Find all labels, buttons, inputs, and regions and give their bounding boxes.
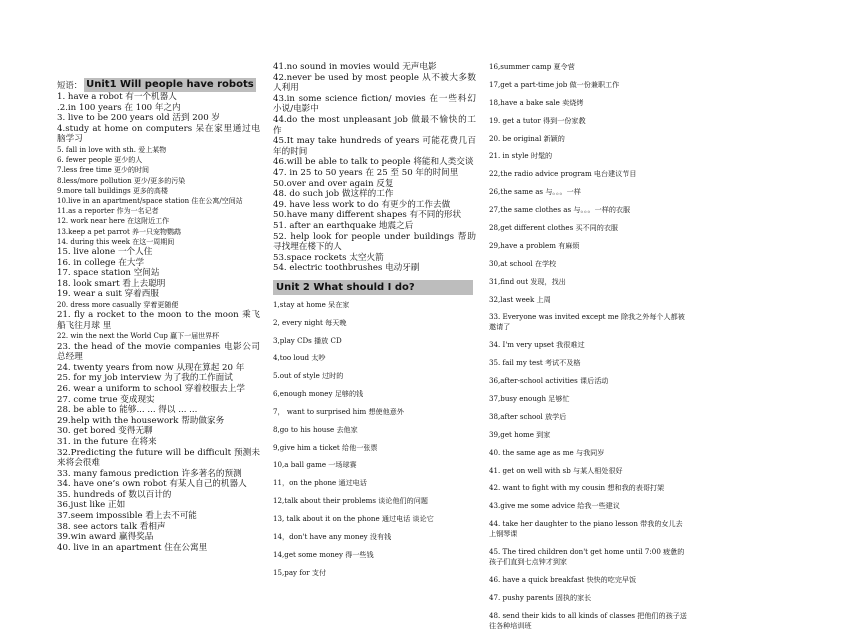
phrase-item: 6. fewer people 更少的人 [57,156,143,165]
phrase-item: 29,have a problem 有麻烦 [489,240,580,250]
phrase-item: 20. be original 新颖的 [489,133,565,143]
phrase-item: 41.no sound in movies would 无声电影 [273,62,437,72]
phrase-item: 23. the head of the movie companies 电影公司总经理 [57,341,260,363]
column-unit1-part2-unit2 [273,62,476,585]
phrase-item: 28. be able to 能够... ... 得以 ... ... [57,405,198,416]
phrase-item: 48. do such job 做这样的工作 [273,189,394,200]
phrase-item: 9.more tall buildings 更多的高楼 [57,186,168,195]
phrase-item: 20. dress more casually 穿着更随便 [57,300,179,309]
phrases-prefix: 短语： [57,80,83,90]
phrase-item: 15,pay for 支付 [273,567,327,577]
phrase-item: 34. have one’s own robot 有某人自己的机器人 [57,479,247,490]
phrase-item: 44.do the most unpleasant job 做最不愉快的工作 [273,114,476,136]
column-unit1-part1 [57,78,260,553]
phrase-item: 30. get bored 变得无聊 [57,426,153,437]
phrase-item: 8.less/more pollution 更少/更多的污染 [57,176,186,185]
phrase-item: 18,have a bake sale 卖烧烤 [489,97,584,107]
phrase-item: 15. live alone 一个人住 [57,247,153,257]
phrase-item: 53.space rockets 太空火箭 [273,252,384,263]
phrase-item: 22. win the next the World Cup 赢下一届世界杯 [57,332,220,341]
unit2-title: Unit 2 What should I do? [273,280,473,295]
phrase-item: 54. electric toothbrushes 电动牙刷 [273,263,420,274]
phrase-item: 27. come true 变成现实 [57,394,155,405]
phrase-item: 50.have many different shapes 有不同的形状 [273,210,462,221]
phrase-item: 4,too loud 太吵 [273,353,326,363]
phrase-item: 17,get a part-time job 做一份兼职工作 [489,79,620,89]
phrase-item: 35. hundreds of 数以百计的 [57,489,172,500]
phrase-item: 5.out of style 过时的 [273,371,344,381]
phrase-item: 18. look smart 看上去聪明 [57,278,166,289]
phrase-item: 7.less free time 更少的时间 [57,166,149,175]
phrase-item: 42. want to fight with my cousin 想和我的表哥打架 [489,483,665,493]
phrase-item: 31,find out 发现，找出 [489,276,566,286]
phrase-item: 45.It may take hundreds of years 可能花费几百年的时间 [273,136,476,157]
phrase-item: 17. space station 空间站 [57,268,160,279]
phrase-item: 11.as a reporter 作为一名记者 [57,207,159,216]
phrase-item: 49. have less work to do 有更少的工作去做 [273,199,451,210]
phrase-item: 33. many famous prediction 许多著名的预测 [57,468,242,479]
phrase-item: 2, every night 每天晚 [273,317,347,327]
phrase-item: 29.help with the housework 帮助做家务 [57,415,225,426]
phrase-item: 38. see actors talk 看相声 [57,521,166,532]
phrase-item: 21. fly a rocket to the moon to the moon 乘飞船飞往月球 里 [57,310,260,331]
phrase-item: 11，on the phone 通过电话 [273,478,367,488]
phrase-item: 50.over and over again 反复 [273,178,394,189]
phrase-item: 46.will be able to talk to people 将能和人类交谈 [273,157,474,168]
phrase-item: 4.study at home on computers 呆在家里通过电脑学习 [57,123,260,145]
phrase-item: 16,summer camp 夏令营 [489,62,575,71]
phrase-item: 37.seem impossible 看上去不可能 [57,511,197,522]
phrase-item: 12. work near here 在这附近工作 [57,217,170,226]
phrase-item: 21. in style 时髦的 [489,151,553,161]
phrase-item: 26. wear a uniform to school 穿着校服去上学 [57,383,245,394]
phrase-item: 3,play CDs 播放 CD [273,335,342,345]
phrase-item: 36.just like 正如 [57,500,126,511]
phrase-item: 14,get some money 得一些钱 [273,549,374,559]
phrase-item: 32,last week 上周 [489,294,551,304]
unit1-title: Unit1 Will people have robots [86,79,254,90]
phrase-item: 47. in 25 to 50 years 在 25 至 50 年的时间里 [273,167,459,178]
phrase-item: 48. send their kids to all kinds of classes 把他们的孩子送往各种培训班 [489,610,687,630]
phrase-item: 39.win award 赢得奖品 [57,532,154,543]
phrase-item: 25. for my job interview 为了我的工作面试 [57,373,233,384]
phrase-item: 34. I'm very upset 我很难过 [489,340,585,350]
unit1-header [57,78,260,92]
phrase-item: 27,the same clothes as 与。。。一样的衣服 [489,205,631,215]
phrase-item: 22,the radio advice program 电台建议节目 [489,169,637,179]
phrase-item: 12,talk about their problems 谈论他们的问题 [273,496,428,506]
phrase-item: 19. wear a suit 穿着西服 [57,289,159,300]
phrase-item: 35. fail my test 考试不及格 [489,358,581,368]
phrase-item: 39,get home 到家 [489,429,551,439]
phrase-item: 10.live in an apartment/space station 住在公寓/空间站 [57,196,243,205]
phrase-item: 43.in some science fiction/ movies 在一些科幻小说/电影中 [273,93,476,115]
phrase-item: 26,the same as 与。。。一样 [489,187,581,197]
unit1-phrase-list [57,92,260,553]
phrase-item: 42.never be used by most people 从不被大多数人利用 [273,72,476,94]
phrase-item: 9,give him a ticket 给他一张票 [273,442,378,452]
phrase-item: 13, talk about it on the phone 通过电话 谈论它 [273,514,434,523]
phrase-item: 1. have a robot 有一个机器人 [57,92,177,102]
column-unit2-part2 [489,62,689,639]
phrase-item: 13.keep a pet parrot 养一只宠物鹦鹉 [57,227,182,236]
phrase-item: 6,enough money 足够的钱 [273,389,364,399]
phrase-item: 43.give me some advice 给我一些建议 [489,501,620,511]
unit2-phrase-list [273,300,476,578]
phrase-item: 16. in college 在大学 [57,257,145,268]
phrase-item: 33. Everyone was invited except me 除我之外每个人都被邀请了 [489,312,685,332]
unit1-phrase-list-continued [273,62,476,274]
phrase-item: 14. during this week 在这一周期间 [57,237,175,246]
phrase-item: 24. twenty years from now 从现在算起 20 年 [57,362,245,373]
phrase-item: 31. in the future 在将来 [57,436,157,447]
phrase-item: 1,stay at home 呆在家 [273,299,350,309]
unit2-phrase-list-continued [489,62,689,631]
phrase-item: 41. get on well with sb 与某人相处很好 [489,465,623,475]
phrase-item: 7， want to surprised him 想使他意外 [273,406,404,416]
phrase-item: 37,busy enough 足够忙 [489,394,570,404]
phrase-item: 40. live in an apartment 住在公寓里 [57,542,208,553]
phrase-item: 44. take her daughter to the piano lesson 带我的女儿去上钢琴课 [489,519,683,539]
phrase-item: 38,after school 放学后 [489,411,567,421]
phrase-item: .2.in 100 years 在 100 年之内 [57,102,181,113]
phrase-item: 8,go to his house 去他家 [273,424,358,434]
phrase-item: 36,after-school activities 课后活动 [489,376,609,386]
phrase-item: 14，don't have any money 没有钱 [273,531,392,541]
phrase-item: 19. get a tutor 得到一份家教 [489,115,586,125]
phrase-item: 28,get different clothes 买不同的衣服 [489,223,619,233]
phrase-item: 46. have a quick breakfast 快快的吃完早饭 [489,575,637,585]
phrase-item: 40. the same age as me 与我同岁 [489,447,605,457]
phrase-item: 47. pushy parents 固执的家长 [489,592,592,602]
phrase-item: 52. help look for people under buildings 帮助寻找埋在楼下的人 [273,231,476,253]
phrase-item: 32.Predicting the future will be difficult 预测未来将会很难 [57,447,260,469]
phrase-item: 30,at school 在学校 [489,258,557,268]
phrase-item: 5. fall in love with sth. 爱上某物 [57,145,167,154]
phrase-item: 10,a ball game 一场球赛 [273,460,357,470]
phrase-item: 45. The tired children don't get home until 7:00 疲惫的孩子们直到七点钟才到家 [489,547,685,567]
phrase-item: 51. after an earthquake 地震之后 [273,220,414,231]
phrase-item: 3. live to be 200 years old 活到 200 岁 [57,113,221,124]
